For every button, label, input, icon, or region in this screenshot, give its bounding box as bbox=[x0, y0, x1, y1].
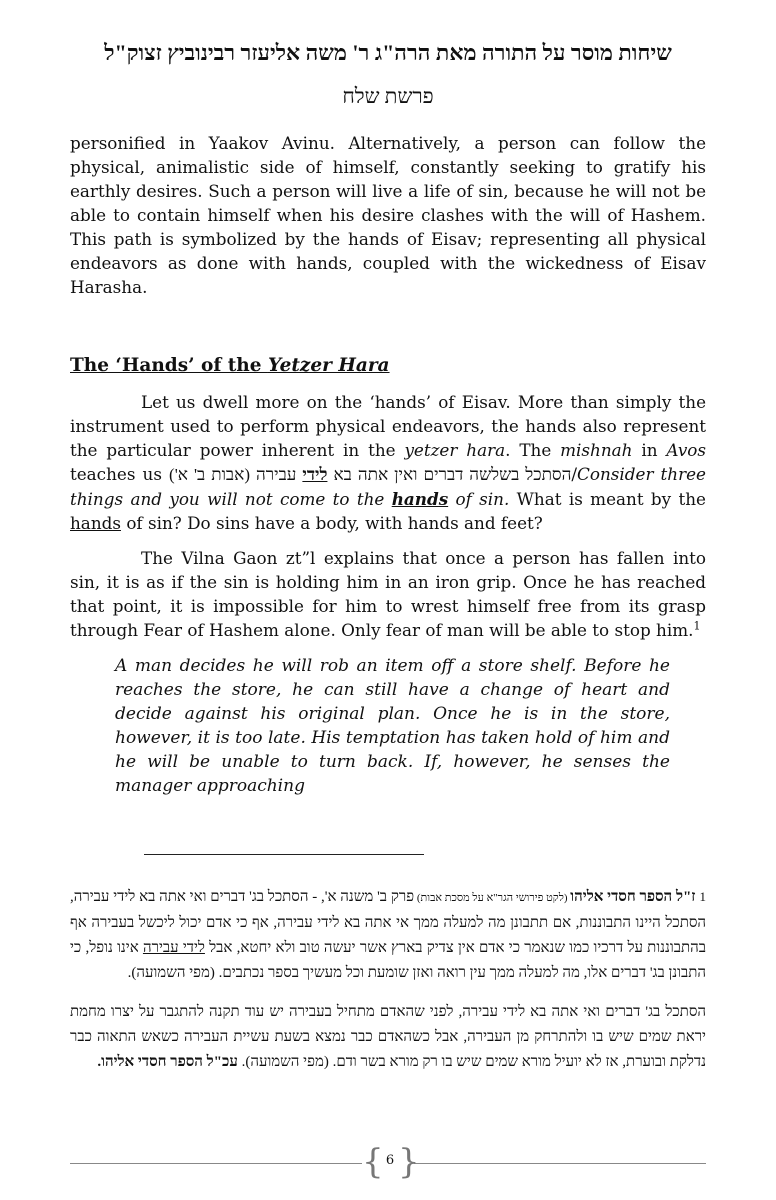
footer-rule-left bbox=[70, 1163, 362, 1164]
paragraph-hands bbox=[70, 390, 706, 535]
p2-d: mishnah bbox=[560, 440, 633, 460]
footer-brace-left: { bbox=[362, 1142, 384, 1182]
heb-b: לידי bbox=[302, 465, 328, 484]
section-heading bbox=[70, 353, 706, 379]
running-header-parsha: פרשת שלח bbox=[342, 84, 434, 108]
page-number: 6 bbox=[385, 1153, 395, 1168]
footer-rule-right bbox=[414, 1163, 706, 1164]
section-heading-italic: Yetzer Hara bbox=[267, 355, 390, 376]
footnote-1-continued bbox=[70, 1000, 706, 1075]
footnote-ref-1[interactable]: 1 bbox=[693, 619, 701, 633]
p2-i: Consider three things and you will not come to the bbox=[70, 464, 706, 509]
paragraph-vilna-gaon bbox=[70, 546, 706, 642]
p2-n: of sin? Do sins have a body, with hands and feet? bbox=[120, 513, 543, 533]
p2-b: yetzer hara bbox=[404, 440, 506, 460]
p2-f: Avos bbox=[666, 440, 707, 460]
footnote-separator bbox=[144, 854, 424, 855]
footnote-2-a: הסתכל בג' דברים ואי אתה בא לידי עבירה, לפני שהאדם מתחיל בעבירה יש עוד תקנה להתגבר על יצרו מחמת יראת שמים שיש בו ולהתרחק מן העבירה, אבל כשהאדם כבר נמצא בשעת עשיית העבירה כשאש התאוה כבר נדלקת ובוערת, אז לא יועיל מורא שמים שיש בו רק מורא בשר ודם. (מפי השמועה). bbox=[70, 1004, 706, 1070]
main-text bbox=[70, 131, 706, 798]
footnote-1-b: אינו נופל, כי התבונן בג' דברים אלו, מה למעלה ממך עין רואה ואזן שומעת וכל מעשיך בספר נכתבים. (מפי השמועה). bbox=[70, 940, 706, 981]
p2-m: hands bbox=[70, 513, 121, 533]
footnote-1-source: ז"ל הספר חסדי אליהו bbox=[570, 889, 696, 905]
heb-a: הסתכל בשלשה דברים ואין אתה בא bbox=[327, 465, 572, 484]
p2-l: What is meant by the bbox=[509, 489, 706, 509]
p2-k: of sin. bbox=[448, 489, 510, 509]
section-heading-text: The ‘Hands’ of the bbox=[70, 355, 268, 376]
p2-j: hands bbox=[391, 489, 449, 509]
footnote-1-small: (לקט פירושי הגר"א על מסכת אבות) bbox=[414, 892, 571, 904]
footer-brace-right: } bbox=[398, 1142, 420, 1182]
hebrew-quote bbox=[169, 465, 571, 484]
block-quote: A man decides he will rob an item off a store shelf. Before he reaches the store, he can still have a change of heart and decide against his original plan. Once he is in the store, however, it is too late. His temptation has taken hold of him and he will be unable to turn back. If, however, he senses the manager approaching bbox=[115, 656, 670, 796]
heb-c: עבירה (אבות ב' א') bbox=[169, 465, 303, 484]
footnote-1-underlined: לידי עבירה bbox=[142, 940, 205, 956]
p3-text: The Vilna Gaon zt”l explains that once a person has fallen into sin, it is as if the sin is holding him in an iron grip. Once he has reached that point, it is impossible for him to wrest himself free from its grasp through Fear of Hashem alone. Only fear of man will be able to stop him. bbox=[70, 548, 706, 640]
p2-h: / bbox=[571, 464, 578, 484]
footnote-1 bbox=[70, 884, 706, 986]
paragraph-intro: personified in Yaakov Avinu. Alternatively, a person can follow the physical, animalistic side of himself, constantly seeking to gratify his earthly desires. Such a person will live a life of sin, because he will not be able to contain himself when his desire clashes with the will of Hashem. This path is symbolized by the hands of Eisav; representing all physical endeavors as done with hands, coupled with the wickedness of Eisav Harasha. bbox=[70, 133, 706, 297]
p2-c: . The bbox=[505, 440, 561, 460]
footnote-1-number: 1 bbox=[699, 889, 706, 904]
running-header-title: שיחות מוסר על התורה מאת הרה"ג ר' משה אליעזר רבינוביץ זצוק"ל bbox=[104, 40, 672, 65]
footnote-2-source: עכ"ל הספר חסדי אליהו. bbox=[97, 1054, 238, 1070]
footnote-1-a: פרק ב' משנה א', - הסתכל בג' דברים ואי אתה בא לידי עבירה, הסתכל היינו התבוננות, אם תתבונן מה למעלה ממך אי אתה בא לידי עבירה, אף כי אדם יכול ליכשל בעבירה אף בהתבוננות על דרכיו כמו שנאמר כי אדם אין צדיק בארץ אשר יעשה טוב ולא יחטא, אבל bbox=[70, 889, 706, 956]
p2-g: teaches us bbox=[70, 464, 170, 484]
p2-e: in bbox=[632, 440, 667, 460]
p2-a: Let us dwell more on the ‘hands’ of Eisav. More than simply the instrument used to perform physical endeavors, the hands also represent the particular power inherent in the bbox=[70, 392, 706, 460]
